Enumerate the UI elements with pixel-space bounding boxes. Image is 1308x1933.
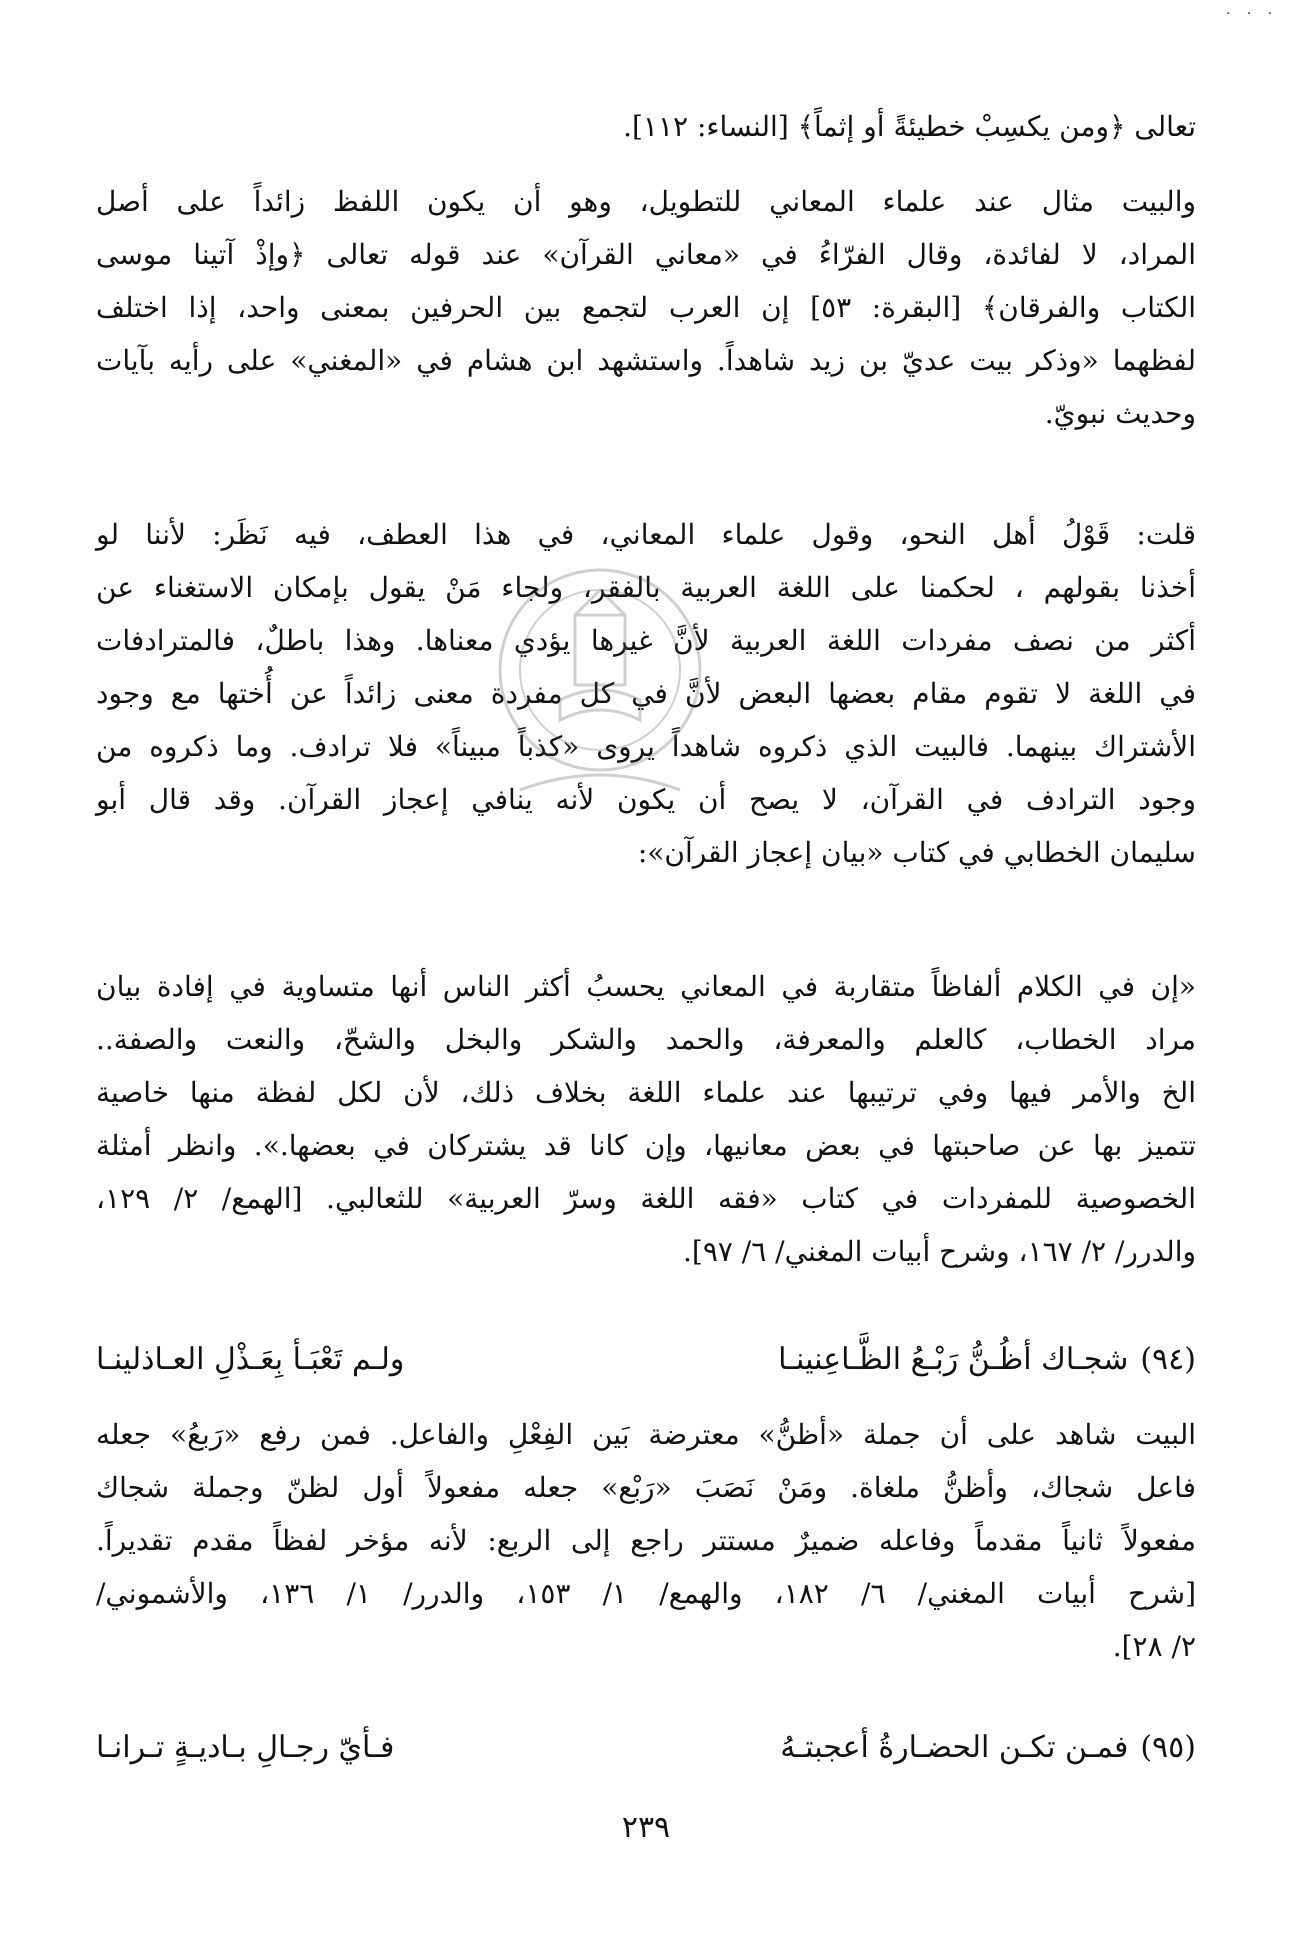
verse-95 [96, 1720, 1196, 1776]
intro-block [96, 100, 1196, 153]
document-page [96, 100, 1196, 1900]
verse-hemistich-first: فمـن تكـن الحضـارةُ أعجبتـهُ [780, 1730, 1129, 1765]
paragraph-4 [96, 1408, 1196, 1673]
verse-94 [96, 1332, 1196, 1388]
corner-dots: · · · [1226, 6, 1279, 22]
paragraph-2-line: في اللغة لا تقوم مقام بعضها البعض لأنَّ في كل مفردة معنى زائداً عن أُختها مع وجود [96, 677, 1196, 710]
paragraph-1-line: المراد، لا لفائدة، وقال الفرّاءُ في «معاني القرآن» عند قوله تعالى ﴿وإذْ آتينا موسى [96, 238, 1196, 271]
verse-hemistich-second: فـأيّ رجـالِ بـاديـةٍ تـرانـا [96, 1730, 395, 1765]
verse-number: (٩٥) [1140, 1730, 1196, 1765]
paragraph-1-line: لفظهما «وذكر بيت عديّ بن زيد شاهداً. واستشهد ابن هشام في «المغني» على رأيه بآيات [96, 344, 1196, 377]
paragraph-3-line: مراد الخطاب، كالعلم والمعرفة، والحمد والشكر والبخل والشحّ، والنعت والصفة.. [96, 1023, 1196, 1056]
paragraph-2-line: قلت: قَوْلُ أهل النحو، وقول علماء المعاني، في هذا العطف، فيه نَظَر: لأننا لو [96, 518, 1196, 551]
page-number: ٢٣٩ [621, 1810, 671, 1845]
paragraph-2-line: أخذنا بقولهم ، لحكمنا على اللغة العربية بالفقر، ولجاء مَنْ يقول بإمكان الاستغناء عن [96, 571, 1196, 604]
paragraph-2 [96, 508, 1196, 879]
paragraph-4-line: ٢/ ٢٨]. [1112, 1630, 1196, 1663]
paragraph-1-line: الكتاب والفرقان﴾ [البقرة: ٥٣] إن العرب لتجمع بين الحرفين بمعنى واحد، إذا اختلف [96, 291, 1196, 324]
paragraph-1-line: والبيت مثال عند علماء المعاني للتطويل، وهو أن يكون اللفظ زائداً على أصل [96, 185, 1196, 218]
paragraph-2-line: سليمان الخطابي في كتاب «بيان إعجاز القرآن»: [637, 836, 1196, 869]
paragraph-3-line: الخ والأمر فيها وفي ترتيبها عند علماء اللغة بخلاف ذلك، لأن لكل لفظة منها خاصية [96, 1076, 1196, 1109]
paragraph-1 [96, 175, 1196, 440]
paragraph-4-line: مفعولاً ثانياً مقدماً وفاعله ضميرٌ مستتر راجع إلى الربع: لأنه مؤخر لفظاً مقدم تقديراً. [96, 1524, 1196, 1557]
paragraph-4-line: البيت شاهد على أن جملة «أظنُّ» معترضة بَين الفِعْلِ والفاعل. فمن رفع «رَبعُ» جعله [96, 1418, 1197, 1451]
paragraph-1-line: وحديث نبويّ. [1044, 397, 1196, 430]
verse-hemistich-second: ولـم تَعْبَـأ بِعَـذْلِ العـاذلينـا [96, 1342, 405, 1377]
paragraph-3-line: الخصوصية للمفردات في كتاب «فقه اللغة وسرّ العربية» للثعالبي. [الهمع/ ٢/ ١٢٩، [96, 1182, 1196, 1215]
paragraph-3-line: «إن في الكلام ألفاظاً متقاربة في المعاني يحسبُ أكثر الناس أنها متساوية في إفادة بيان [96, 970, 1196, 1003]
paragraph-2-line: وجود الترادف في القرآن، لا يصح أن يكون لأنه ينافي إعجاز القرآن. وقد قال أبو [96, 783, 1196, 816]
paragraph-4-line: [شرح أبيات المغني/ ٦/ ١٨٢، والهمع/ ١/ ١٥٣، والدرر/ ١/ ١٣٦، والأشموني/ [96, 1577, 1197, 1610]
paragraph-2-line: أكثر من نصف مفردات اللغة العربية لأنَّ غيرها يؤدي معناها. وهذا باطلٌ، فالمترادفات [96, 624, 1196, 657]
intro-line: تعالى ﴿ومن يكسِبْ خطيئةً أو إثماً﴾ [النساء: ١١٢]. [623, 110, 1196, 143]
paragraph-4-line: فاعل شجاك، وأظنُّ ملغاة. ومَنْ نَصَبَ «رَبْع» جعله مفعولاً أول لظنّ وجملة شجاك [96, 1471, 1196, 1504]
paragraph-3 [96, 960, 1196, 1278]
paragraph-2-line: الأشتراك بينهما. فالبيت الذي ذكروه شاهداً يروى «كذباً مبيناً» فلا ترادف. وما ذكروه من [96, 730, 1196, 763]
verse-number: (٩٤) [1140, 1342, 1196, 1377]
paragraph-3-line: والدرر/ ٢/ ١٦٧، وشرح أبيات المغني/ ٦/ ٩٧]. [682, 1235, 1196, 1268]
verse-hemistich-first: شجـاك أظُـنُّ رَبْـعُ الظَّـاعِنينـا [778, 1342, 1129, 1377]
paragraph-3-line: تتميز بها عن صاحبتها في بعض معانيها، وإن كانا قد يشتركان في بعضها.». وانظر أمثلة [96, 1129, 1196, 1162]
